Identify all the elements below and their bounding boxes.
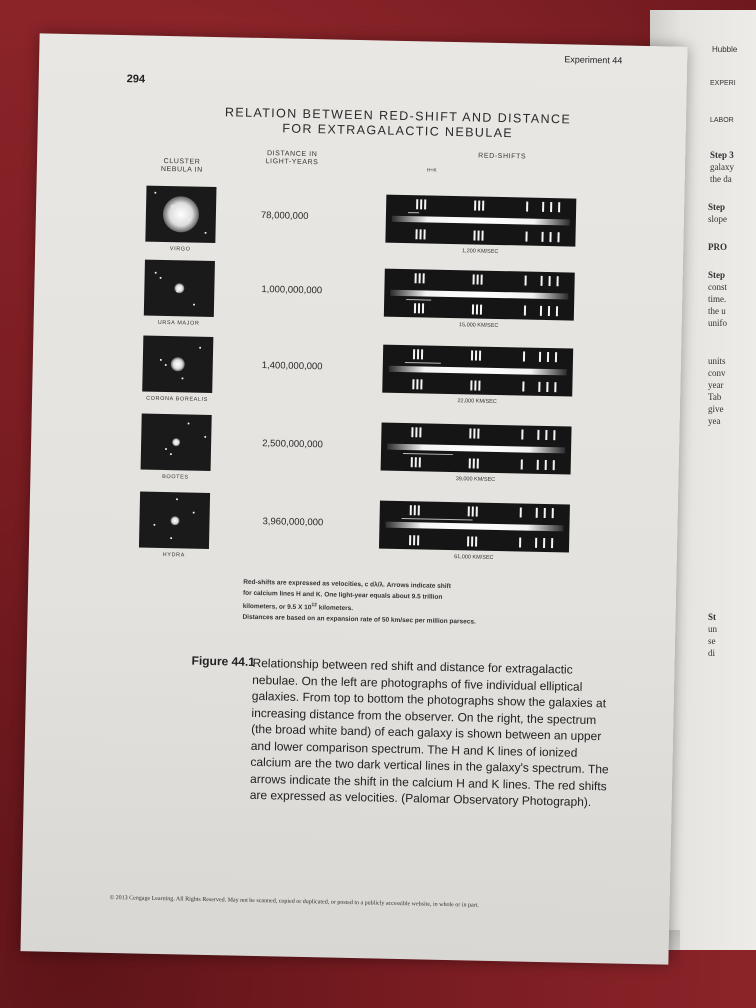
chart-note xyxy=(242,578,583,630)
column-header-distance xyxy=(252,150,332,168)
shift-arrow xyxy=(405,362,441,364)
velocity-label: 22,000 KM/SEC xyxy=(457,398,497,405)
comparison-line xyxy=(420,379,422,389)
comparison-line xyxy=(558,202,560,212)
comparison-line xyxy=(470,380,472,390)
comparison-line xyxy=(417,535,419,545)
comparison-line xyxy=(520,507,522,517)
right-page-text: the u xyxy=(708,306,726,316)
spectrum-strip xyxy=(385,195,576,247)
spectrum-strip xyxy=(381,423,572,475)
comparison-line xyxy=(545,460,547,470)
column-header-cluster-line2: NEBULA IN xyxy=(160,165,203,174)
right-page-text: const xyxy=(708,282,727,292)
galaxy-image xyxy=(172,438,180,446)
comparison-line xyxy=(539,352,541,362)
galaxy-spectrum-band xyxy=(389,365,567,375)
copyright-notice: © 2013 Cengage Learning. All Rights Reserved. May not be scanned, copied or duplicated, or posted to a publicly accessible website, in whole or in part. xyxy=(109,894,479,909)
distance-value: 3,960,000,000 xyxy=(262,516,324,529)
galaxy-image xyxy=(163,196,200,233)
comparison-line xyxy=(474,200,476,210)
shift-arrow xyxy=(406,299,431,301)
comparison-line xyxy=(469,458,471,468)
note-line3-end: kilometers. xyxy=(316,604,354,613)
distance-value: 2,500,000,000 xyxy=(262,438,324,451)
comparison-line xyxy=(538,382,540,392)
comparison-line xyxy=(521,459,523,469)
comparison-line xyxy=(480,305,482,315)
right-page-text: un xyxy=(708,624,717,634)
velocity-label: 61,000 KM/SEC xyxy=(454,554,494,561)
comparison-line xyxy=(467,536,469,546)
comparison-line xyxy=(542,202,544,212)
right-page-text: Tab xyxy=(708,392,722,402)
page-number: 294 xyxy=(126,73,146,86)
comparison-line xyxy=(472,304,474,314)
comparison-line xyxy=(416,199,418,209)
comparison-line xyxy=(536,508,538,518)
comparison-line xyxy=(414,505,416,515)
comparison-line xyxy=(412,379,414,389)
star-dot xyxy=(205,232,207,234)
comparison-line xyxy=(413,535,415,545)
galaxy-image xyxy=(170,516,179,525)
comparison-line xyxy=(544,508,546,518)
comparison-line xyxy=(472,506,474,516)
comparison-line xyxy=(416,379,418,389)
right-page-text: units xyxy=(708,356,726,366)
galaxy-photo xyxy=(141,414,212,471)
shift-arrow xyxy=(408,212,419,213)
galaxy-photo xyxy=(145,186,216,243)
spectrum-strip xyxy=(382,345,573,397)
comparison-line xyxy=(535,538,537,548)
cluster-name: VIRGO xyxy=(169,246,191,253)
right-page-text: unifo xyxy=(708,318,727,328)
right-page-text: give xyxy=(708,404,724,414)
distance-value: 78,000,000 xyxy=(260,209,309,222)
star-dot xyxy=(170,537,172,539)
comparison-line xyxy=(409,535,411,545)
velocity-label: 1,200 KM/SEC xyxy=(461,248,499,255)
comparison-line xyxy=(476,507,478,517)
comparison-line xyxy=(545,430,547,440)
star-dot xyxy=(193,304,195,306)
comparison-line xyxy=(541,276,543,286)
velocity-label: 39,000 KM/SEC xyxy=(455,476,496,483)
comparison-line xyxy=(477,231,479,241)
star-dot xyxy=(181,377,183,379)
comparison-line xyxy=(550,202,552,212)
comparison-line xyxy=(475,351,477,361)
comparison-line xyxy=(523,352,525,362)
comparison-line xyxy=(422,303,424,313)
star-dot xyxy=(193,512,195,514)
comparison-line xyxy=(469,428,471,438)
right-page-text: PRO xyxy=(708,242,727,252)
galaxy-spectrum-band xyxy=(385,521,563,531)
right-page-text: year xyxy=(708,380,724,390)
star-dot xyxy=(153,524,155,526)
comparison-line xyxy=(473,230,475,240)
comparison-line xyxy=(415,273,417,283)
comparison-line xyxy=(548,306,550,316)
comparison-line xyxy=(418,505,420,515)
galaxy-spectrum-band xyxy=(387,443,565,453)
star-dot xyxy=(165,364,167,366)
comparison-line xyxy=(557,232,559,242)
star-dot xyxy=(171,205,173,207)
cluster-name: CORONA BOREALIS xyxy=(146,395,209,403)
figure-caption: Relationship between red shift and distance for extragalactic nebulae. On the left are photographs of five individual elliptical galaxies. From top to bottom the photographs show the galaxies at increasing distance from the observer. On the right, the spectrum (the broad white band) of each galaxy is shown between an upper and lower comparison spectrum. The H and K lines of ionized calcium are the two dark vertical lines in the galaxy's spectrum. The arrows indicate the shift in the calcium H and K lines. The red shifts are expressed as velocities. (Palomar Observatory Photograph). xyxy=(249,655,609,810)
cluster-name: URSA MAJOR xyxy=(157,319,200,327)
column-header-distance-line1: DISTANCE IN xyxy=(266,150,318,159)
comparison-line xyxy=(473,458,475,468)
comparison-line xyxy=(477,275,479,285)
comparison-line xyxy=(521,429,523,439)
comparison-line xyxy=(419,229,421,239)
note-exponent: 12 xyxy=(311,602,318,609)
chart-title-line1: RELATION BETWEEN RED-SHIFT AND DISTANCE xyxy=(224,105,572,127)
shift-arrow xyxy=(403,453,453,455)
right-page-text: Step 3 xyxy=(710,150,734,160)
galaxy-photo xyxy=(139,492,210,549)
comparison-line xyxy=(541,232,543,242)
running-head: Experiment 44 xyxy=(564,54,623,66)
comparison-line xyxy=(551,538,553,548)
comparison-line xyxy=(556,306,558,316)
comparison-line xyxy=(524,306,526,316)
right-page-text: galaxy xyxy=(710,162,734,172)
note-line1: Red-shifts are expressed as velocities, c dλ/λ. Arrows indicate shift xyxy=(243,578,451,591)
column-header-redshift: RED-SHIFTS xyxy=(478,152,527,161)
chart-title xyxy=(188,104,609,143)
distance-value: 1,000,000,000 xyxy=(261,284,323,297)
star-dot xyxy=(176,498,178,500)
comparison-line xyxy=(420,199,422,209)
comparison-line xyxy=(419,273,421,283)
comparison-line xyxy=(555,352,557,362)
comparison-line xyxy=(549,232,551,242)
comparison-line xyxy=(471,350,473,360)
star-dot xyxy=(170,453,172,455)
comparison-line xyxy=(474,380,476,390)
star-dot xyxy=(165,448,167,450)
comparison-line xyxy=(549,276,551,286)
comparison-line xyxy=(423,273,425,283)
comparison-line xyxy=(477,459,479,469)
cluster-name: HYDRA xyxy=(162,552,185,559)
hk-label: H+K xyxy=(426,167,437,174)
comparison-line xyxy=(418,303,420,313)
right-page-text: se xyxy=(708,636,716,646)
comparison-line xyxy=(553,460,555,470)
star-dot xyxy=(160,277,162,279)
comparison-line xyxy=(478,201,480,211)
note-line4: Distances are based on an expansion rate of 50 km/sec per million parsecs. xyxy=(242,613,476,626)
galaxy-image xyxy=(171,357,185,371)
right-page-text: di xyxy=(708,648,716,658)
cluster-name: BOOTES xyxy=(162,473,189,481)
comparison-line xyxy=(525,232,527,242)
comparison-line xyxy=(554,382,556,392)
comparison-line xyxy=(414,303,416,313)
comparison-line xyxy=(415,229,417,239)
comparison-line xyxy=(478,381,480,391)
comparison-line xyxy=(519,537,521,547)
comparison-line xyxy=(537,430,539,440)
column-header-distance-line2: LIGHT-YEARS xyxy=(265,158,319,167)
comparison-line xyxy=(479,351,481,361)
comparison-line xyxy=(473,428,475,438)
velocity-label: 15,000 KM/SEC xyxy=(458,322,499,329)
star-dot xyxy=(155,272,157,274)
comparison-line xyxy=(473,274,475,284)
comparison-line xyxy=(421,349,423,359)
comparison-line xyxy=(411,427,413,437)
right-labor: LABOR xyxy=(710,117,734,124)
figure-label: Figure 44.1 xyxy=(191,653,256,669)
comparison-line xyxy=(419,427,421,437)
star-dot xyxy=(204,436,206,438)
spectrum-strip xyxy=(379,501,570,553)
comparison-line xyxy=(417,349,419,359)
comparison-line xyxy=(411,457,413,467)
comparison-line xyxy=(547,352,549,362)
right-page-text: Step xyxy=(708,202,726,212)
star-dot xyxy=(199,347,201,349)
right-page-text: Step xyxy=(708,270,726,280)
spectrum-strip xyxy=(384,269,575,321)
comparison-line xyxy=(419,457,421,467)
comparison-line xyxy=(471,536,473,546)
comparison-line xyxy=(482,201,484,211)
star-dot xyxy=(176,290,178,292)
column-header-cluster-line1: CLUSTER xyxy=(163,157,201,166)
right-header: Hubble xyxy=(712,45,738,54)
comparison-line xyxy=(526,202,528,212)
comparison-line xyxy=(475,537,477,547)
right-page-text: time. xyxy=(708,294,727,304)
comparison-line xyxy=(546,382,548,392)
comparison-line xyxy=(477,429,479,439)
right-page-text: the da xyxy=(710,174,732,184)
comparison-line xyxy=(415,457,417,467)
star-dot xyxy=(160,359,162,361)
comparison-line xyxy=(537,460,539,470)
comparison-line xyxy=(415,427,417,437)
comparison-line xyxy=(413,349,415,359)
galaxy-spectrum-band xyxy=(392,215,570,225)
right-page-text: St xyxy=(708,612,717,622)
galaxy-photo xyxy=(144,260,215,317)
book-page xyxy=(20,33,687,964)
comparison-line xyxy=(522,382,524,392)
chart-title-line2: FOR EXTRAGALACTIC NEBULAE xyxy=(282,121,514,141)
comparison-line xyxy=(481,275,483,285)
comparison-line xyxy=(481,231,483,241)
distance-value: 1,400,000,000 xyxy=(261,360,323,373)
comparison-line xyxy=(557,276,559,286)
comparison-line xyxy=(540,306,542,316)
right-experiment: EXPERI xyxy=(710,80,736,87)
galaxy-spectrum-band xyxy=(390,289,568,299)
shift-arrow xyxy=(402,518,473,520)
comparison-line xyxy=(476,305,478,315)
star-dot xyxy=(188,218,190,220)
right-page-text: conv xyxy=(708,368,726,378)
comparison-line xyxy=(468,506,470,516)
note-line3-text: kilometers, or 9.5 X 10 xyxy=(242,602,312,612)
right-page-text: slope xyxy=(708,214,727,224)
note-line2: for calcium lines H and K. One light-year equals about 9.5 trillion xyxy=(242,589,443,601)
comparison-line xyxy=(552,508,554,518)
right-page-text: yea xyxy=(708,416,721,426)
comparison-line xyxy=(525,276,527,286)
comparison-line xyxy=(423,229,425,239)
galaxy-photo xyxy=(142,336,213,393)
comparison-line xyxy=(543,538,545,548)
star-dot xyxy=(154,192,156,194)
star-dot xyxy=(188,422,190,424)
comparison-line xyxy=(410,505,412,515)
comparison-line xyxy=(553,430,555,440)
column-header-cluster xyxy=(147,158,217,175)
comparison-line xyxy=(424,199,426,209)
